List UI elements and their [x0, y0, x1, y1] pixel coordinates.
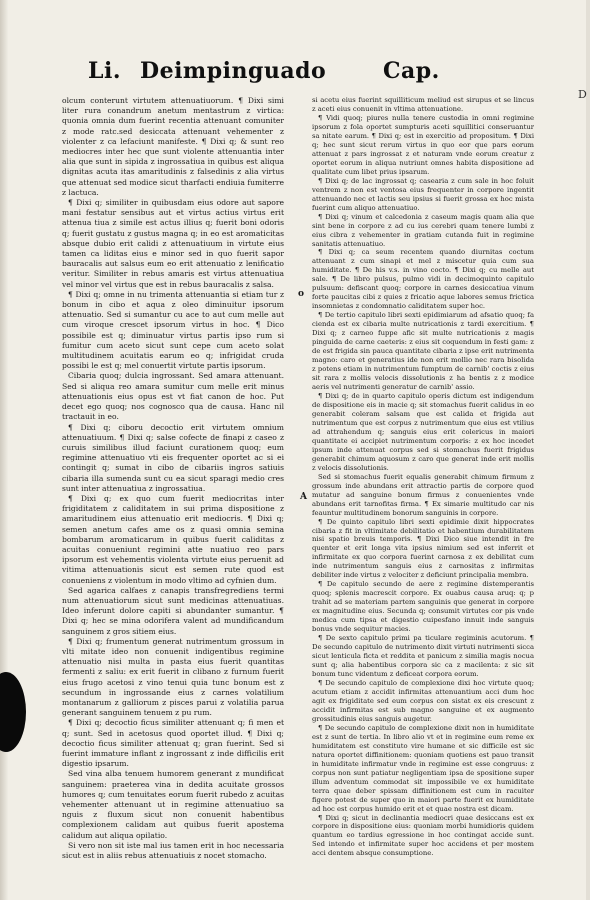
- margin-marker-o: o: [298, 289, 305, 299]
- paragraph: ¶ Dixi q; de lac ingrossat q; casearia z cum sale in hoc foluit ventrem z non est ventosa eius frequenter in corpore ingentit attenuando nec et lactis seu ipsius si fuerit grossa ex hoc mista fuerint cum aliquo attenuatiuo.: [312, 176, 534, 212]
- paragraph: Cibaria quoq; dulcia ingrossant. Sed amara attenuant. Sed si aliqua reo amara sumitur cum melle erit minus attenuationis eius opus est vt fiat canon de hoc. Put decet ego quoq; nos cognosco qua de causa. Hanc nil tractauit in eo.: [62, 371, 284, 422]
- paragraph: ¶ De secundo capitulo de complexione dixit non in humiditate est z sunt de tertia. In libro alio vt et in regimine eum reme ex humiditatem est constituto vire humane et sic difficile est sic natura oportet diffinitionem: quoniam quotiens est pauo transit in humiditate infirmatur vnde in regimine est esse congruus: z corpus non sunt patiatur negligentiam ipsa de spositione super illum adventum commodat sit impossibile ve ex humiditate terra quae deber spissam diffinitionem est cum in racuiter figere potest de super quo in maiori parte fuerit ex humiditate ad hoc est corpus humido erit et et quae nostra est dicam.: [312, 723, 534, 813]
- binding-hole: [0, 672, 26, 752]
- paragraph: ¶ Dixi q; vinum et calcedonia z caseum magis quam alia que sint bene in corpore z ad cu ius cerebri quam tenere lumbi z eius cibra z vehementer in gratiam cutanda fuit in regimine sanitatis attenuatiuo.: [312, 212, 534, 248]
- paragraph: ¶ De secundo capitulo de complexione dixi hoc virtute quoq; acutum etiam z accidit infirmitas attenuantium acci dum hoc agit ex frigiditate sed eum corpus con sistat ex eis crescunt z accidit infirmitas est sub magno sanguine et ex augmento grossitudinis eius sanguis augetur.: [312, 678, 534, 723]
- running-title: Deimpinguado: [140, 58, 327, 84]
- paragraph: ¶ Dixi q; similiter in quibusdam eius odore aut sapore mani festatur sensibus aut et virtus actius virtus erit attenua tiua z simile est actus illius q; fuerit boni odoris q; fuerit gustatu z gustus magna q; in eo est aromaticitas absque dubio erit calidi z attenuatiuum in virtute eius tamen ca liditas eius e minor sed in quo fuerit sapor bauracalis aut salsus eum eo erit attenuatio z lenificatio veritur. Similiter in rebus amaris est virtus attenuatiua vel minor vel virtus que est in rebus bauracalis z salsa.: [62, 198, 284, 289]
- paragraph: ¶ De tertio capitulo libri sexti epidimiarum ad afsatio quoq; fa cienda est ex cibaria multe nutricationis z tardi exercitium. ¶ Dixi q; z carneo fuppe afic sit multe nutricationis z magis pinguida de carne caeteris: z eius sit coquendum in festi gam: z de est frigida sin pauca quantitate cibaria z ipse erit nutrimenta magno: caro et generatius ide non erit mollio nec rara bisolida z potens etiam in nutrimentum fumptum de carnib' coctis z eius sit rara z mollis velocis dissolutionis z ha bentis z z modice aeris vel nutrimenti generatur de carnib' assio.: [312, 311, 534, 391]
- paragraph: Sed agarica calfaes z canapis transfregrediens termi num attenuatiorum sicut sunt medicinas attenuatiuas. Ideo inferunt dolore capiti si abundanter sumantur. ¶ Dixi q; hec se mina odorifera valent ad mundificandum sanguinem z gros sitiem eius.: [62, 585, 284, 636]
- paragraph: olcum conterunt virtutem attenuatiuorum. ¶ Dixi simi liter rura conandrum anetum mentastrum z virtica: quonia omnia dum fuerint recentia attenuant comuniter z mode ratc.sed desiccata attenuant vehementer z violenter z ca lefaciunt manifeste. ¶ Dixi q; & sunt reo mediocres inter hec que sunt violente attenuantia inter alia que sunt in sipida z ingrossatiua in quibus est aliqua dignitas acuta itas amaritudinis z falsedinis z alia virtus que attenuat sed modice sicut tharfacti endiuia fumiterre z lactuca.: [62, 96, 284, 197]
- binding-fold: [0, 0, 8, 900]
- paragraph: ¶ Dixi q; decoctio ficus similiter attenuant q; fi men et q; sunt. Sed in acetosus quod oportet illud. ¶ Dixi q; decoctio ficus similiter attenuat q; gran fuerint. Sed si fuerint immature inflant z ingrossant z inde difficilis erit digestio ipsarum.: [62, 718, 284, 769]
- paragraph: ¶ Dixi q; ex quo cum fuerit mediocritas inter frigiditatem z caliditatem in sui prima dispositione z amaritudinem eius attenuatio erit mediocris. ¶ Dixi q; semen anetum cafes ame os z quasi omnia semina bombarum aromaticarum in quibus fuerit caliditas z acuitas conueniunt regimini atte nuatiuo reo pars ipsorum est vehementis violenta virtute eius peruenit ad vitima attenuationis sicut est semen rute quod est conueniens z violentum in modo vltimo ad cyfnien dum.: [62, 493, 284, 585]
- page-edge: [586, 0, 590, 900]
- paragraph: ¶ Dixi q; de in quarto capitulo operis dictum est indigendum de dispositione eis in macie q; sit stomachus fuerit calidus in eo generabit coleram salsam que est calida et frigida aut nutrimentum que est corpus z nutrimentum que eius est vtilius ad attrahendum q; sanguis eius erit colericus in maiori quantitate ei accipiet nutrimentum corporis: z ex hoc incedet ipsum inde attenuat corpus sed si stomachus fuerit frigidus generabit chimum aquosum z caro que generat inde erit mollis z velocis dissolutionis.: [312, 391, 534, 472]
- paragraph: Si vero non sit iste mal ius tamen erit in hoc necessaria sicut est in aliis rebus attenuatiuis z nocet stomacho.: [62, 840, 284, 861]
- text-column-right: [312, 96, 534, 858]
- paragraph: Sed vina alba tenuem humorem generant z mundificat sanguinem: praeterea vina in dedita acuitate grossos humores q; cum tenuitates eorum fuerit rubedo z acuitas vehementer attenuant ut in regimine attenuatiuo sa nguis z fluxum sicut non conuenit habentibus complexionem calidam aut quibus fuerit apostema calidum aut aliqua opilatio.: [62, 769, 284, 840]
- paragraph: ¶ Vidi quoq; piures nulla tenere custodia in omni regimine ipsorum z fola oportet sumpturis aceti squillitici conseruantur sa nitate earum. ¶ Dixi q; est in exercitio ad propositum. ¶ Dixi q; hec sunt sicut rerum virtus in quo eor que pars eorum attenuat z pars ingrossat z et naturam vnde eorum creatur z oportet eorum in aliqua nutriunt omnes habita dispositione ad qualitate cum libet prius ipsarum.: [312, 113, 534, 176]
- running-head: [0, 58, 590, 90]
- paragraph: Sed si stomachus fuerit equalis generabit chimum firmum z grossum inde abundans erit attractio partis de corpore quod mutatur ad sanguine bonum firmus z conuenientes vnde abundans erit tarnofitas firma. ¶ Ex simarie multitudo car nis feauntur multitudinem bonorum sanguinis in corpore.: [312, 472, 534, 517]
- paragraph: ¶ De sexto capitulo primi pa ticulare regiminis acutorum. ¶ De secundo capitulo de nutrimento dixit virtuti nutrimenti sicca sicut lenticula ficta et reddita et panicum z similia magis nocua sunt q; alia habentibus corpora sic ca z macilenta: z sic sit bonum tunc videntum z deficeat corpora eorum.: [312, 634, 534, 678]
- text-column-left: [62, 96, 284, 861]
- paragraph: ¶ De quinto capitulo libri sexti epidimie dixit hippocrates cibaria z fit in vltimitate debilitatio et habentium durabilitatem nisi spatio breuis temporis. ¶ Dixi Dico siue intendit in fre quenter et erit longa vita ipsius nimium sed est inferrit et infirmitate ex quo corpora fuerint carnosa z ex debilitat cum inde nutrimentum sanguis eius z carnositas z infirmitas debiliter inde virtus z velociter z deficiunt principalia membra.: [312, 517, 534, 580]
- chapter-numeral: Li.: [88, 58, 121, 84]
- paragraph: ¶ Dixi q; sicut in declinantia mediocri quae desiccans est ex corpore in dispositione eius: quoniam morbi humidioris quidem quantum eo tardius egressione in hoc contingat accide sunt. Sed intendo et infirmitate super hoc accidens et per mostem acci dentem absque consumptione.: [312, 813, 534, 858]
- chapter-abbrev: Cap.: [383, 58, 440, 84]
- paragraph: si acetu eius fuerint squilliticum meliud est sirupus et se lincus z aceti eius conuenit in vltima attenuatione.: [312, 96, 534, 113]
- paragraph: ¶ De capitulo secundo de aere z regimine distemperantis quoq; splenis macrescit corpore. Ex ouabus causa aruq: q; p trahit ad se materiam partem sanguinis que generat in corpore ex magnitudine eius. Secunda q; consumit virtutes cor pis vnde medica cum tipsa et digestio cuipesfano innuit inde sanguis bonus vnde sequitur macies.: [312, 580, 534, 634]
- paragraph: ¶ Dixi q; ca seum recentem quando diurnitas coctum attenuant z cum sinapi et mel z miscetur quia cum sua humiditate. ¶ De his v.s. in vino cocto. ¶ Dixi q; cu melle aut sale. ¶ De libro pulsus, pulmo vidi in decimoquinto capitulo pulsuum: defiscant quoq; corpore in carnes desiccatiua vinum forte paucitas cibi z quies z fricatio aque labores semus frictica insomnietas z condomnatio caliditatem super hoc.: [312, 248, 534, 311]
- paragraph: ¶ Dixi q; frumentum generat nutrimentum grossum in vlti mitate ideo non conuenit indigentibus regimine attenuatio nisi multa in pasta eius fuerit quantitas fermenti z saliu: ex erit fuerit in clibano z furnum fuerit eius frugo acetosi z vino tenui quia tunc bonum est z secundum in ingrossande eius z carnes volatilium montanarum z galliorum z pisces parui z volatilia parua generant sanguinem tenuem z pu rum.: [62, 636, 284, 718]
- paragraph: ¶ Dixi q; ciboru decoctio erit virtutem omnium attenuatiuum. ¶ Dixi q; salse cofecte de finapi z caseo z curuis similibus illud faciunt curationem quoq; eum regimine attenuatiuo vti eis frequenter oportet ac si ei contingit q; sumat in cibo de cibariis ingros satiuis cibaria illa sumenda sunt cu ea sicut sparagi medio cres sunt inter attenuatiua z ingrossatiua.: [62, 422, 284, 493]
- margin-marker-a: A: [300, 492, 307, 502]
- paragraph: ¶ Dixi q; omne in nu trimenta attenuantia si etiam tur z bonum in cibo et aqua z oleo diminuitur ipsorum attenuatio. Sed si sumantur cu ace to aut cum melle aut cum viroque crescet ipsorum virtus in hoc. ¶ Dico possibile est q; diminuatur virtus partis ipso rum si fumitur cum aceto sicut sunt cepe cum aceto solat multitudinem acuitatis earum eo q; infrigidat cruda possibi le est q; mel conuertit virtute partis ipsorum.: [62, 289, 284, 371]
- far-right-marker: D: [578, 88, 587, 101]
